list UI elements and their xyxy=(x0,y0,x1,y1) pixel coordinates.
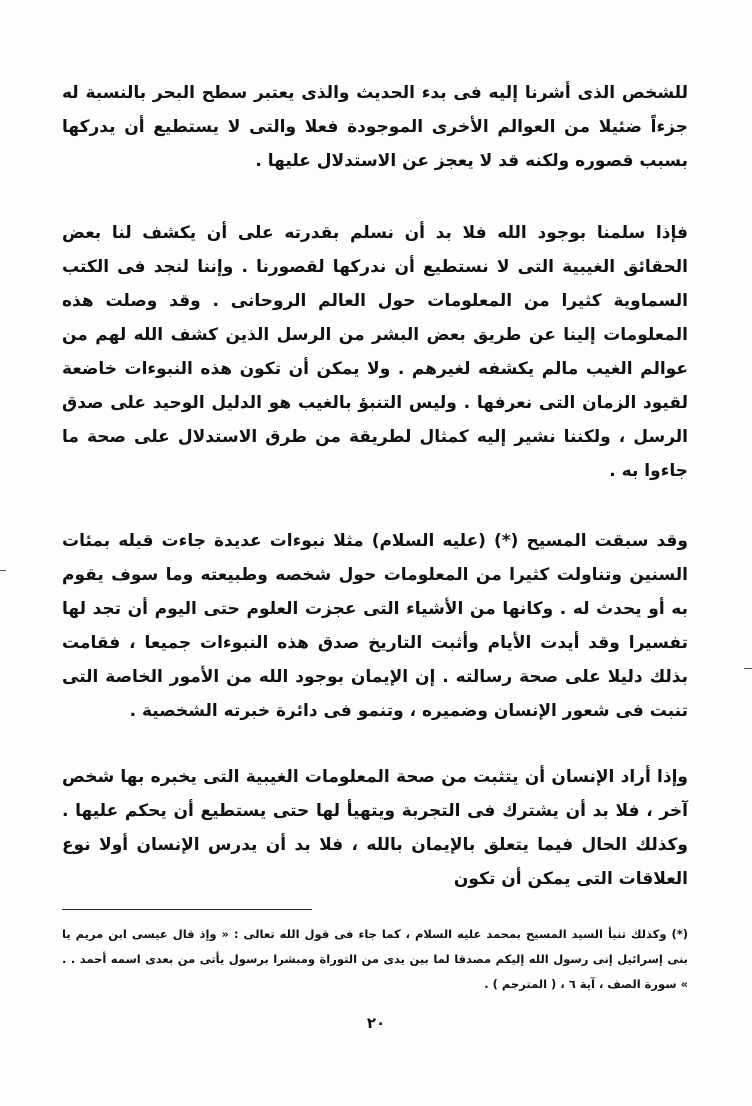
paragraph-1: للشخص الذى أشرنا إليه فى بدء الحديث والذى يعتبر سطح البحر بالنسبة له جزءاً ضئيلا من العوالم الأخرى الموجودة فعلا والتى لا يستطيع أن يدركها بسبب قصوره ولكنه قد لا يعجز عن الاستدلال عليها . xyxy=(62,83,688,171)
page-number: ٢٠ xyxy=(366,1014,386,1032)
scan-margin-mark-left xyxy=(0,570,6,571)
scan-margin-mark-right xyxy=(744,668,752,669)
paragraph-3: وقد سبقت المسيح (*) (عليه السلام) مثلا نبوءات عديدة جاءت قبله بمئات السنين وتناولت كثيرا من المعلومات حول شخصه وطبيعته وما سوف يقوم به أو يحدث له . وكانها من الأشياء التى عجزت العلوم حتى اليوم أن تجد لها تفسيرا وقد أيدت الأيام وأثبت التاريخ صدق هذه النبوءات جميعا ، فقامت بذلك دليلا على صحة رسالته . إن الإيمان بوجود الله من الأمور الخاصة التى تنبت فى شعور الإنسان وضميره ، وتنمو فى دائرة خبرته الشخصية . xyxy=(62,531,688,721)
paragraph-2: فإذا سلمنا بوجود الله فلا بد أن نسلم بقدرته على أن يكشف لنا بعض الحقائق الغيبية التى لا نستطيع أن ندركها لقصورنا . وإننا لنجد فى الكتب السماوية كثيرا من المعلومات حول العالم الروحانى . وقد وصلت هذه المعلومات إلينا عن طريق بعض البشر من الرسل الذين كشف الله لهم من عوالم الغيب مالم يكشفه لغيرهم . ولا يمكن أن تكون هذه النبوءات خاضعة لقيود الزمان التى نعرفها . وليس التنبؤ بالغيب هو الدليل الوحيد على صدق الرسل ، ولكننا نشير إليه كمثال لطريقة من طرق الاستدلال على صحة ما جاءوا به . xyxy=(62,223,688,481)
footnote-separator xyxy=(62,909,312,910)
footnote: (*) وكذلك تنبأ السيد المسيح بمحمد عليه السلام ، كما جاء فى قول الله تعالى : « وإذ قال عيسى ابن مريم يا بنى إسرائيل إنى رسول الله إليكم مصدقا لما بين يدى من التوراة ومبشرا برسول يأتى من بعدى اسمه أحمد . . » سورة الصف ، آية ٦ ، ( المترجم ) . xyxy=(62,927,688,991)
paragraph-4: وإذا أراد الإنسان أن يتثبت من صحة المعلومات الغيبية التى يخبره بها شخص آخر ، فلا بد أن يشترك فى التجربة ويتهيأ لها حتى يستطيع أن يحكم عليها . وكذلك الحال فيما يتعلق بالإيمان بالله ، فلا بد أن يدرس الإنسان أولا نوع العلاقات التى يمكن أن تكون xyxy=(62,767,688,889)
